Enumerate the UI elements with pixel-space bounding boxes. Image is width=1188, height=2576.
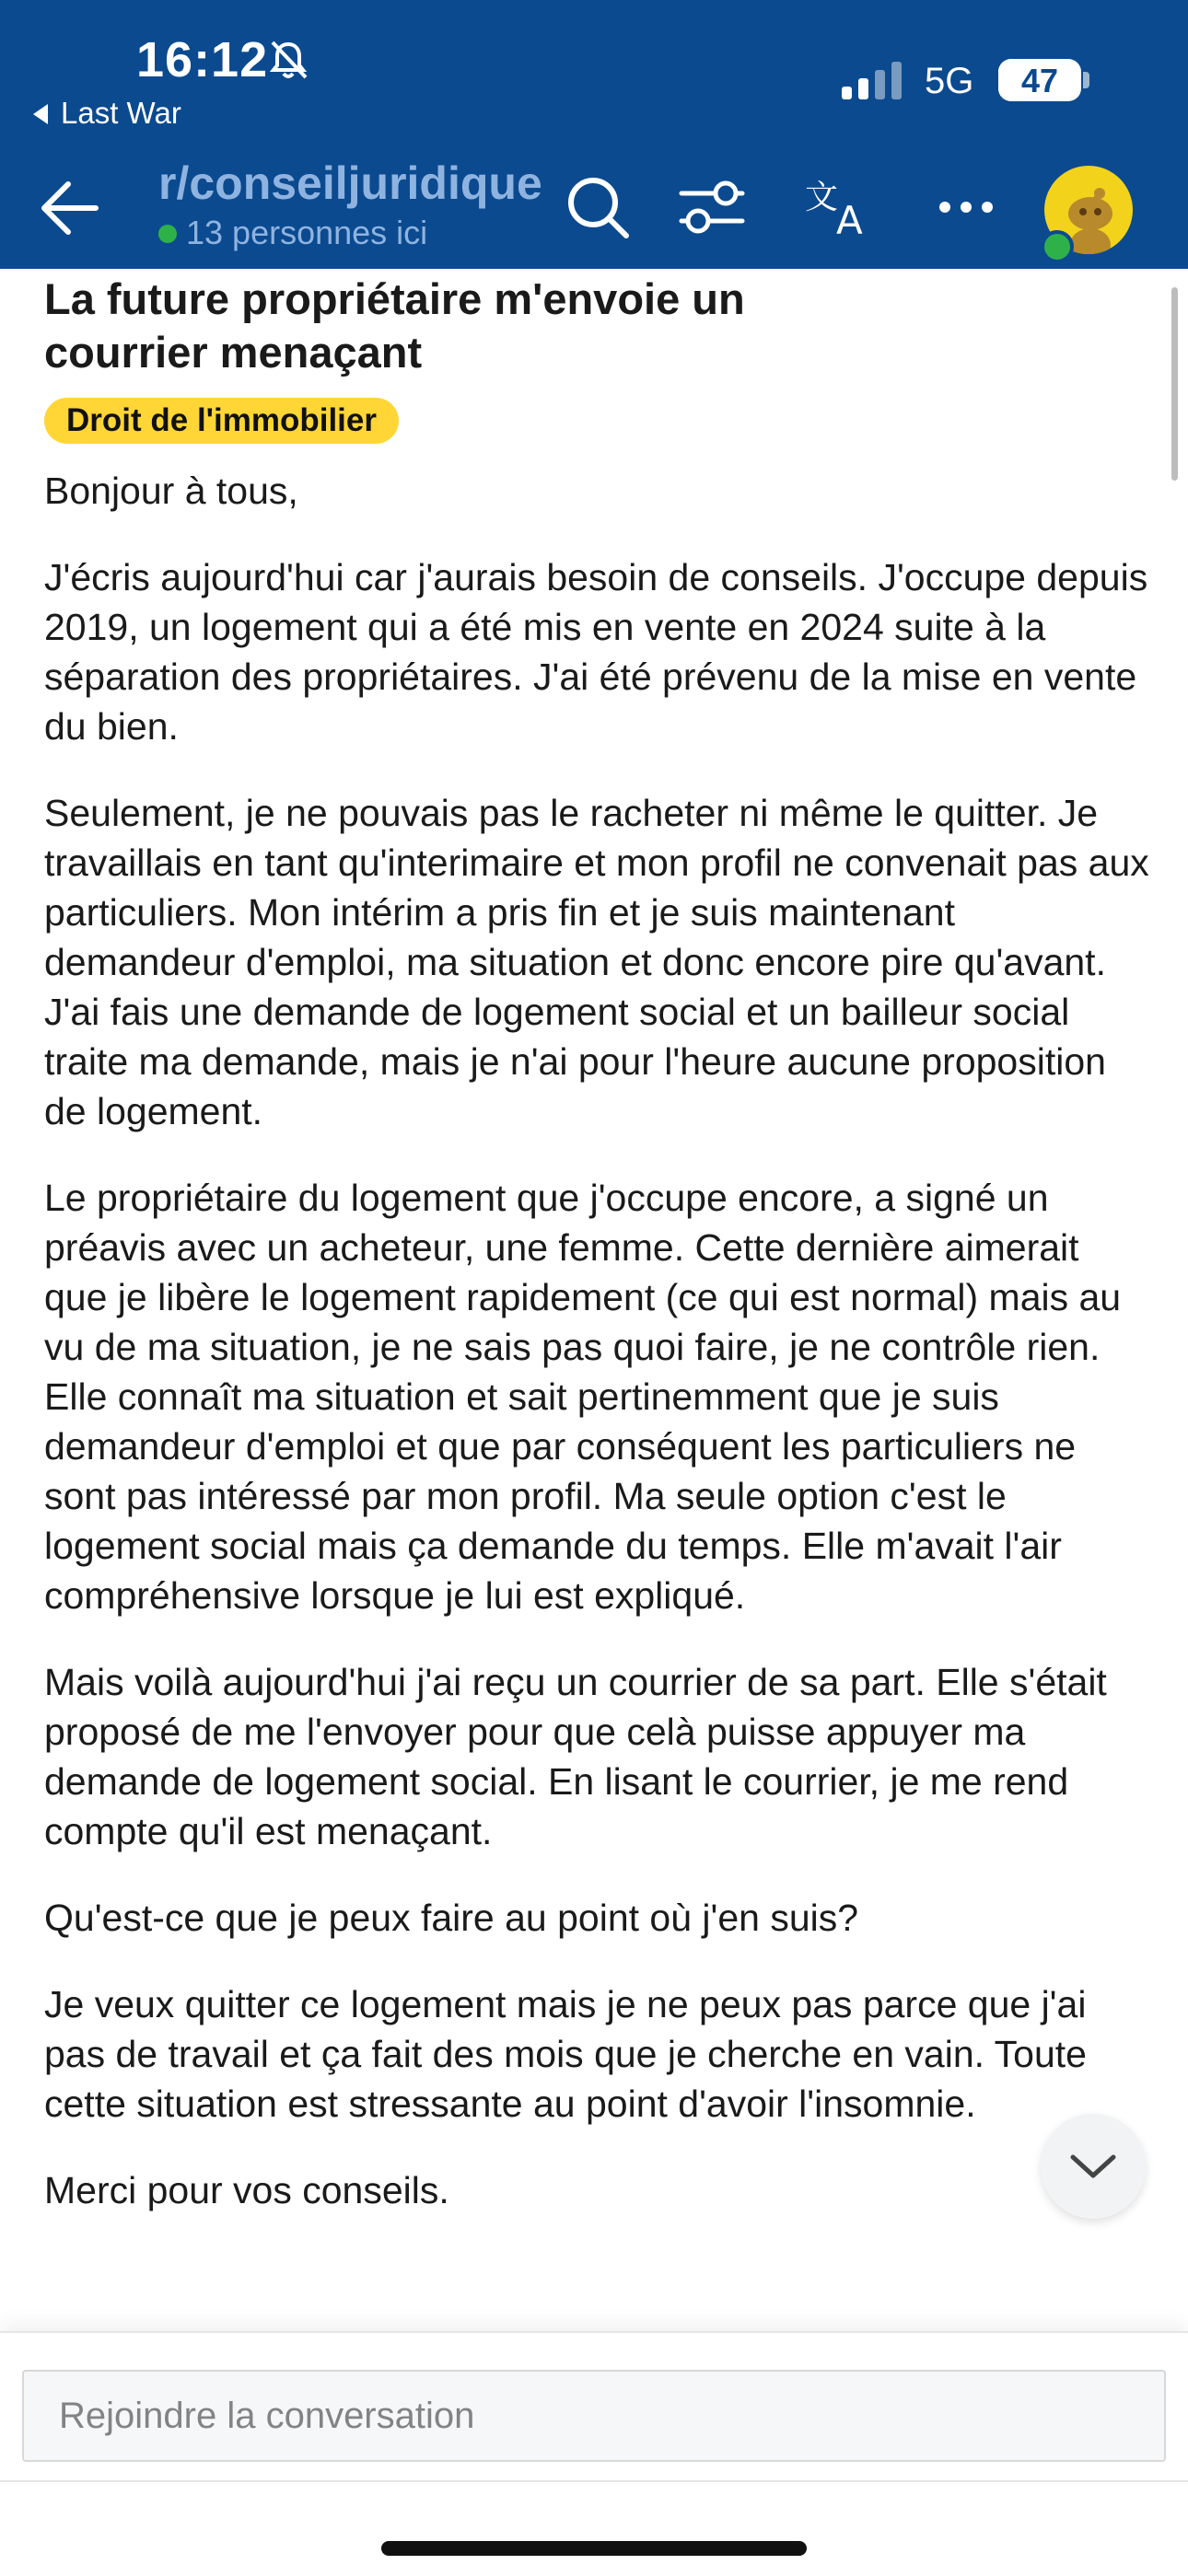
- post-title-line-2: courrier menaçant: [44, 328, 423, 377]
- network-type: 5G: [925, 61, 974, 101]
- post-paragraph: Mais voilà aujourd'hui j'ai reçu un courrier de sa part. Elle s'était proposé de me l'envoyer pour que celà puisse appuyer ma demande de logement social. En lisant le courrier, je me rend compte qu'il est menaçant.: [44, 1661, 1107, 1852]
- subreddit-name[interactable]: r/conseiljuridique: [158, 157, 542, 209]
- online-dot: [158, 225, 177, 243]
- bell-slash-icon: [265, 37, 311, 83]
- back-app-label: Last War: [61, 96, 181, 130]
- post-paragraph: Le propriétaire du logement que j'occupe encore, a signé un préavis avec un acheteur, une femme. Cette dernière aimerait que je libère le logement rapidement (ce qui est normal) mais au vu de ma situation, je ne sais pas quoi faire, je ne contrôle rien. Elle connaît ma situation et sait pertinemment que je suis demandeur d'emploi et que par conséquent les particuliers ne sont pas intéressé par mon profil. Ma seule option c'est le logement social mais ça demande du temps. Elle m'avait l'air compréhensive lorsque je lui est expliqué.: [44, 1177, 1122, 1617]
- reply-input[interactable]: Rejoindre la conversation: [22, 2370, 1166, 2462]
- signal-icon: [842, 61, 906, 99]
- post-body: [44, 466, 1149, 2215]
- battery-icon: [998, 59, 1081, 101]
- status-time: 16:12: [136, 32, 269, 87]
- online-count: [158, 214, 427, 252]
- more-icon[interactable]: [930, 171, 1002, 243]
- search-icon[interactable]: [562, 171, 634, 243]
- post-content: [44, 269, 1149, 2252]
- post-flair[interactable]: Droit de l'immobilier: [44, 398, 399, 444]
- scrollbar[interactable]: [1171, 287, 1178, 481]
- battery-cap: [1083, 72, 1089, 88]
- divider: [0, 2480, 1188, 2482]
- post-paragraph: Je veux quitter ce logement mais je ne peux pas parce que j'ai pas de travail et ça fait des mois que je cherche en vain. Toute cette situation est stressante au point d'avoir l'insomnie.: [44, 1983, 1087, 2125]
- scroll-down-button[interactable]: [1041, 2114, 1146, 2219]
- battery-level: 47: [1020, 62, 1059, 99]
- back-arrow-icon[interactable]: [37, 179, 101, 238]
- post-paragraph: Qu'est-ce que je peux faire au point où j'en suis?: [44, 1897, 859, 1939]
- home-indicator[interactable]: [381, 2541, 807, 2556]
- post-title-line-1: La future propriétaire m'envoie un: [44, 274, 745, 323]
- svg-text:A: A: [836, 198, 863, 243]
- post-paragraph: Bonjour à tous,: [44, 470, 298, 512]
- post-paragraph: Seulement, je ne pouvais pas le racheter ni même le quitter. Je travaillais en tant qu'interimaire et mon profil ne convenait pas aux particuliers. Mon intérim a pris fin et je suis maintenant demandeur d'emploi, ma situation et donc encore pire qu'avant. J'ai fais une demande de logement social et un bailleur social traite ma demande, mais je n'ai pour l'heure aucune proposition de logement.: [44, 792, 1149, 1132]
- translate-icon[interactable]: [803, 171, 875, 243]
- filter-icon[interactable]: [676, 171, 748, 243]
- post-title: [44, 269, 1149, 379]
- avatar-online-dot: [1041, 230, 1074, 263]
- back-to-app-link[interactable]: [33, 96, 181, 131]
- reply-bar: [0, 2331, 1188, 2576]
- online-text: 13 personnes ici: [186, 214, 428, 251]
- post-paragraph: J'écris aujourd'hui car j'aurais besoin de conseils. J'occupe depuis 2019, un logement qui a été mis en vente en 2024 suite à la séparation des propriétaires. J'ai été prévenu de la mise en vente du bien.: [44, 556, 1148, 748]
- app-header: [0, 0, 1188, 269]
- chevron-down-icon: [1041, 2114, 1146, 2219]
- back-triangle-icon: [33, 104, 48, 124]
- svg-text:文: 文: [805, 179, 839, 216]
- post-paragraph: Merci pour vos conseils.: [44, 2169, 449, 2211]
